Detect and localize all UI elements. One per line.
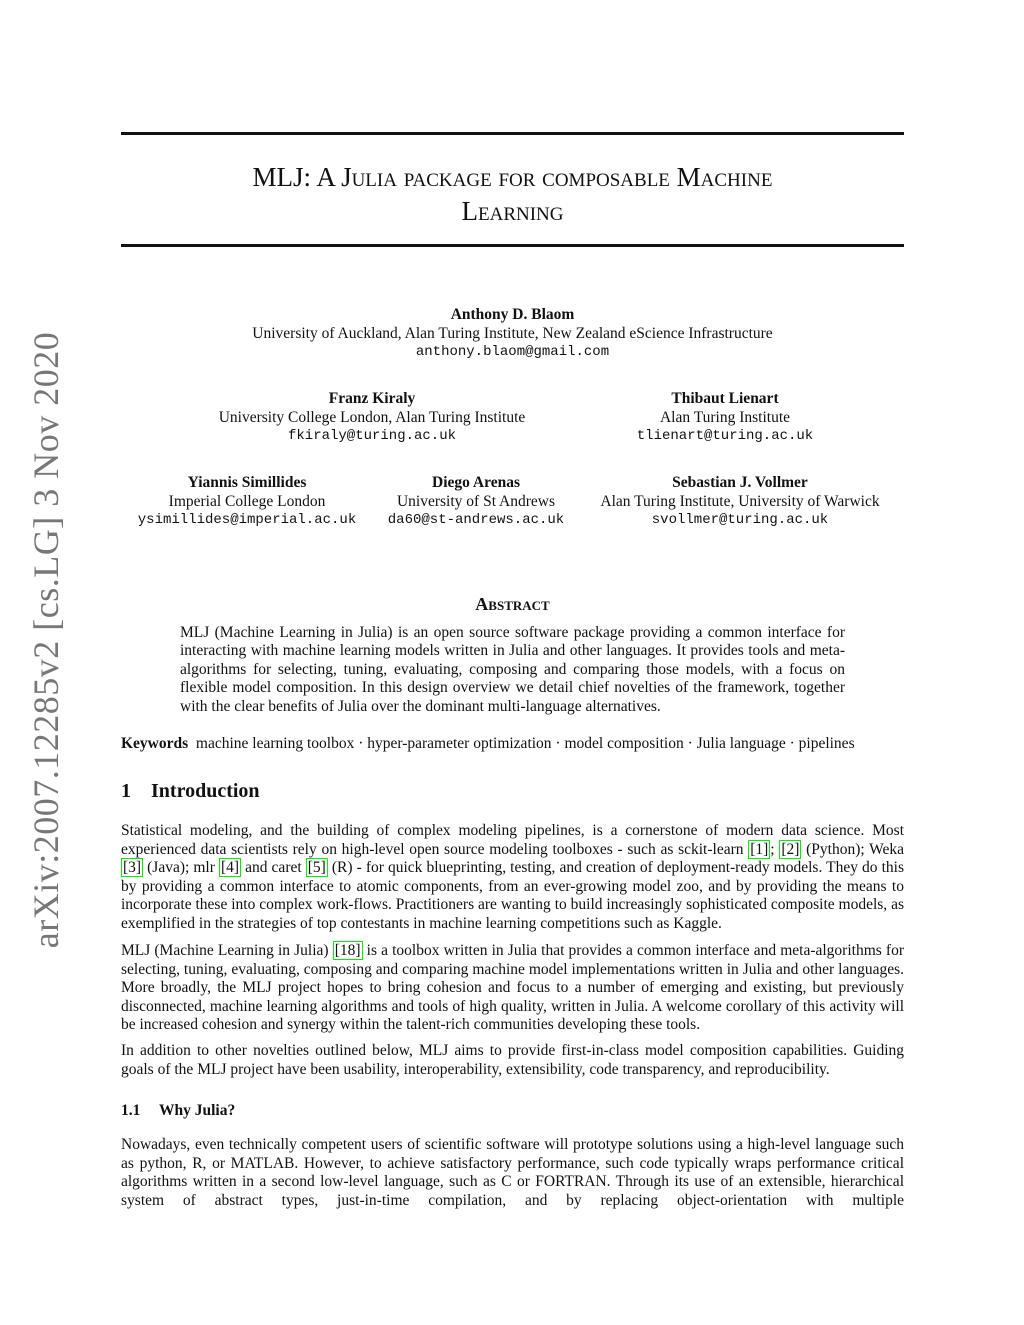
author-affiliation: University of St Andrews xyxy=(396,492,555,510)
intro-paragraph-1 xyxy=(121,822,904,933)
author-name: Diego Arenas xyxy=(432,474,520,491)
section-heading-introduction xyxy=(121,780,260,803)
author-email[interactable]: da60@st-andrews.ac.uk xyxy=(387,512,565,528)
why-julia-paragraph: Nowadays, even technically competent users of scientific software will prototype solutions using a high-level language such as python, R, or MATLAB. However, to achieve satisfactory performance, such code typically wraps performance critical algorithms written in a second low-level language, such as C or FORTRAN. Through its use of an extensible, hierarchical system of abstract types, just-in-time compilation, and by replacing object-orientation with multiple xyxy=(121,1136,904,1209)
author-email[interactable]: ysimillides@imperial.ac.uk xyxy=(137,512,357,528)
citation-link[interactable]: [3] xyxy=(123,859,142,876)
author-affiliation: Alan Turing Institute, University of Warwick xyxy=(600,492,880,510)
text-run: MLJ (Machine Learning in Julia) xyxy=(121,942,333,959)
author-affiliation: University of Auckland, Alan Turing Institute, New Zealand eScience Infrastructure xyxy=(252,324,773,342)
author-email[interactable]: svollmer@turing.ac.uk xyxy=(651,512,829,528)
author-name: Thibaut Lienart xyxy=(671,390,779,407)
text-run: is a toolbox written in Julia that provides a common interface and meta-algorithms for selecting, tuning, evaluating, composing and comparing machine model implementations written in Julia and other languages. More broadly, the MLJ project hopes to bring cohesion and focus to a number of emerging and existing, but previously disconnected, machine learning algorithms and tools of high quality, written in Julia. A welcome corollary of this activity will be increased cohesion and synergy within the talent-rich communities developing these tools. xyxy=(121,942,904,1033)
subsection-title: Why Julia? xyxy=(159,1102,236,1119)
author-name: Sebastian J. Vollmer xyxy=(672,474,808,491)
text-run: and caret xyxy=(241,859,306,876)
abstract-heading: Abstract xyxy=(475,594,550,614)
title-line-1: MLJ: A Julia package for composable Machine xyxy=(252,162,773,192)
citation-link[interactable]: [2] xyxy=(781,840,800,858)
author-email[interactable]: fkiraly@turing.ac.uk xyxy=(287,428,457,444)
title-bottom-rule xyxy=(121,244,904,247)
keywords-text: machine learning toolbox · hyper-parameter optimization · model composition · Julia language · pipelines xyxy=(195,735,855,752)
arxiv-stamp: arXiv:2007.12285v2 [cs.LG] 3 Nov 2020 xyxy=(26,331,66,949)
author-block-5 xyxy=(378,474,574,530)
citation-link[interactable]: [4] xyxy=(220,859,240,876)
author-name: Anthony D. Blaom xyxy=(450,306,575,323)
author-affiliation: Imperial College London xyxy=(168,492,326,510)
subsection-heading-why-julia xyxy=(121,1102,235,1120)
keywords-line xyxy=(121,735,904,753)
paper-title xyxy=(121,160,904,228)
text-run: Statistical modeling, and the building of complex modeling pipelines, is a cornerstone of modern data science. Most experienced data scientists rely on high-level open source modeling toolboxes - such as sckit-learn xyxy=(121,822,904,858)
text-run: (R) - for quick blueprinting, testing, and creation of deployment-ready models. They do this by providing a common interface to atomic components, from an ever-growing model zoo, and by providing the means to incorporate these into complex work-flows. Practitioners are wanting to build increasingly sophisticated composite models, as exemplified in the strategies of top contestants in machine learning competitions such as Kaggle. xyxy=(121,859,904,932)
author-affiliation: University College London, Alan Turing Institute xyxy=(218,408,526,426)
abstract-text: MLJ (Machine Learning in Julia) is an open source software package providing a common interface for interacting with machine learning models written in Julia and other languages. It provides tools and meta-algorithms for selecting, tuning, evaluating, composing and comparing those models, with a focus on flexible model composition. In this design overview we detail chief novelties of the framework, together with the clear benefits of Julia over the dominant multi-language alternatives. xyxy=(180,624,845,715)
intro-paragraph-3: In addition to other novelties outlined below, MLJ aims to provide first-in-class model composition capabilities. Guiding goals of the MLJ project have been usability, interoperability, extensibility, code transparency, and reproducibility. xyxy=(121,1042,904,1078)
author-block-3 xyxy=(605,390,845,446)
author-email[interactable]: tlienart@turing.ac.uk xyxy=(636,428,814,444)
title-line-2: Learning xyxy=(461,196,564,226)
author-block-6 xyxy=(585,474,895,530)
text-run: (Python); Weka xyxy=(801,840,904,858)
citation-link[interactable]: [5] xyxy=(307,859,326,876)
author-email[interactable]: anthony.blaom@gmail.com xyxy=(415,344,610,360)
author-block-4 xyxy=(126,474,368,530)
author-name: Franz Kiraly xyxy=(328,390,416,407)
author-block-1 xyxy=(121,306,904,362)
citation-link[interactable]: [18] xyxy=(334,942,361,959)
author-block-2 xyxy=(191,390,553,446)
keywords-label: Keywords xyxy=(121,735,189,752)
title-top-rule xyxy=(121,132,904,135)
subsection-number: 1.1 xyxy=(121,1102,141,1119)
section-title: Introduction xyxy=(151,780,260,802)
citation-link[interactable]: [1] xyxy=(750,840,769,858)
intro-paragraph-2 xyxy=(121,942,904,1035)
section-number: 1 xyxy=(121,780,131,802)
text-run: (Java); mlr xyxy=(143,859,219,876)
text-run: ; xyxy=(770,840,780,858)
author-name: Yiannis Simillides xyxy=(187,474,307,491)
author-affiliation: Alan Turing Institute xyxy=(659,408,791,426)
